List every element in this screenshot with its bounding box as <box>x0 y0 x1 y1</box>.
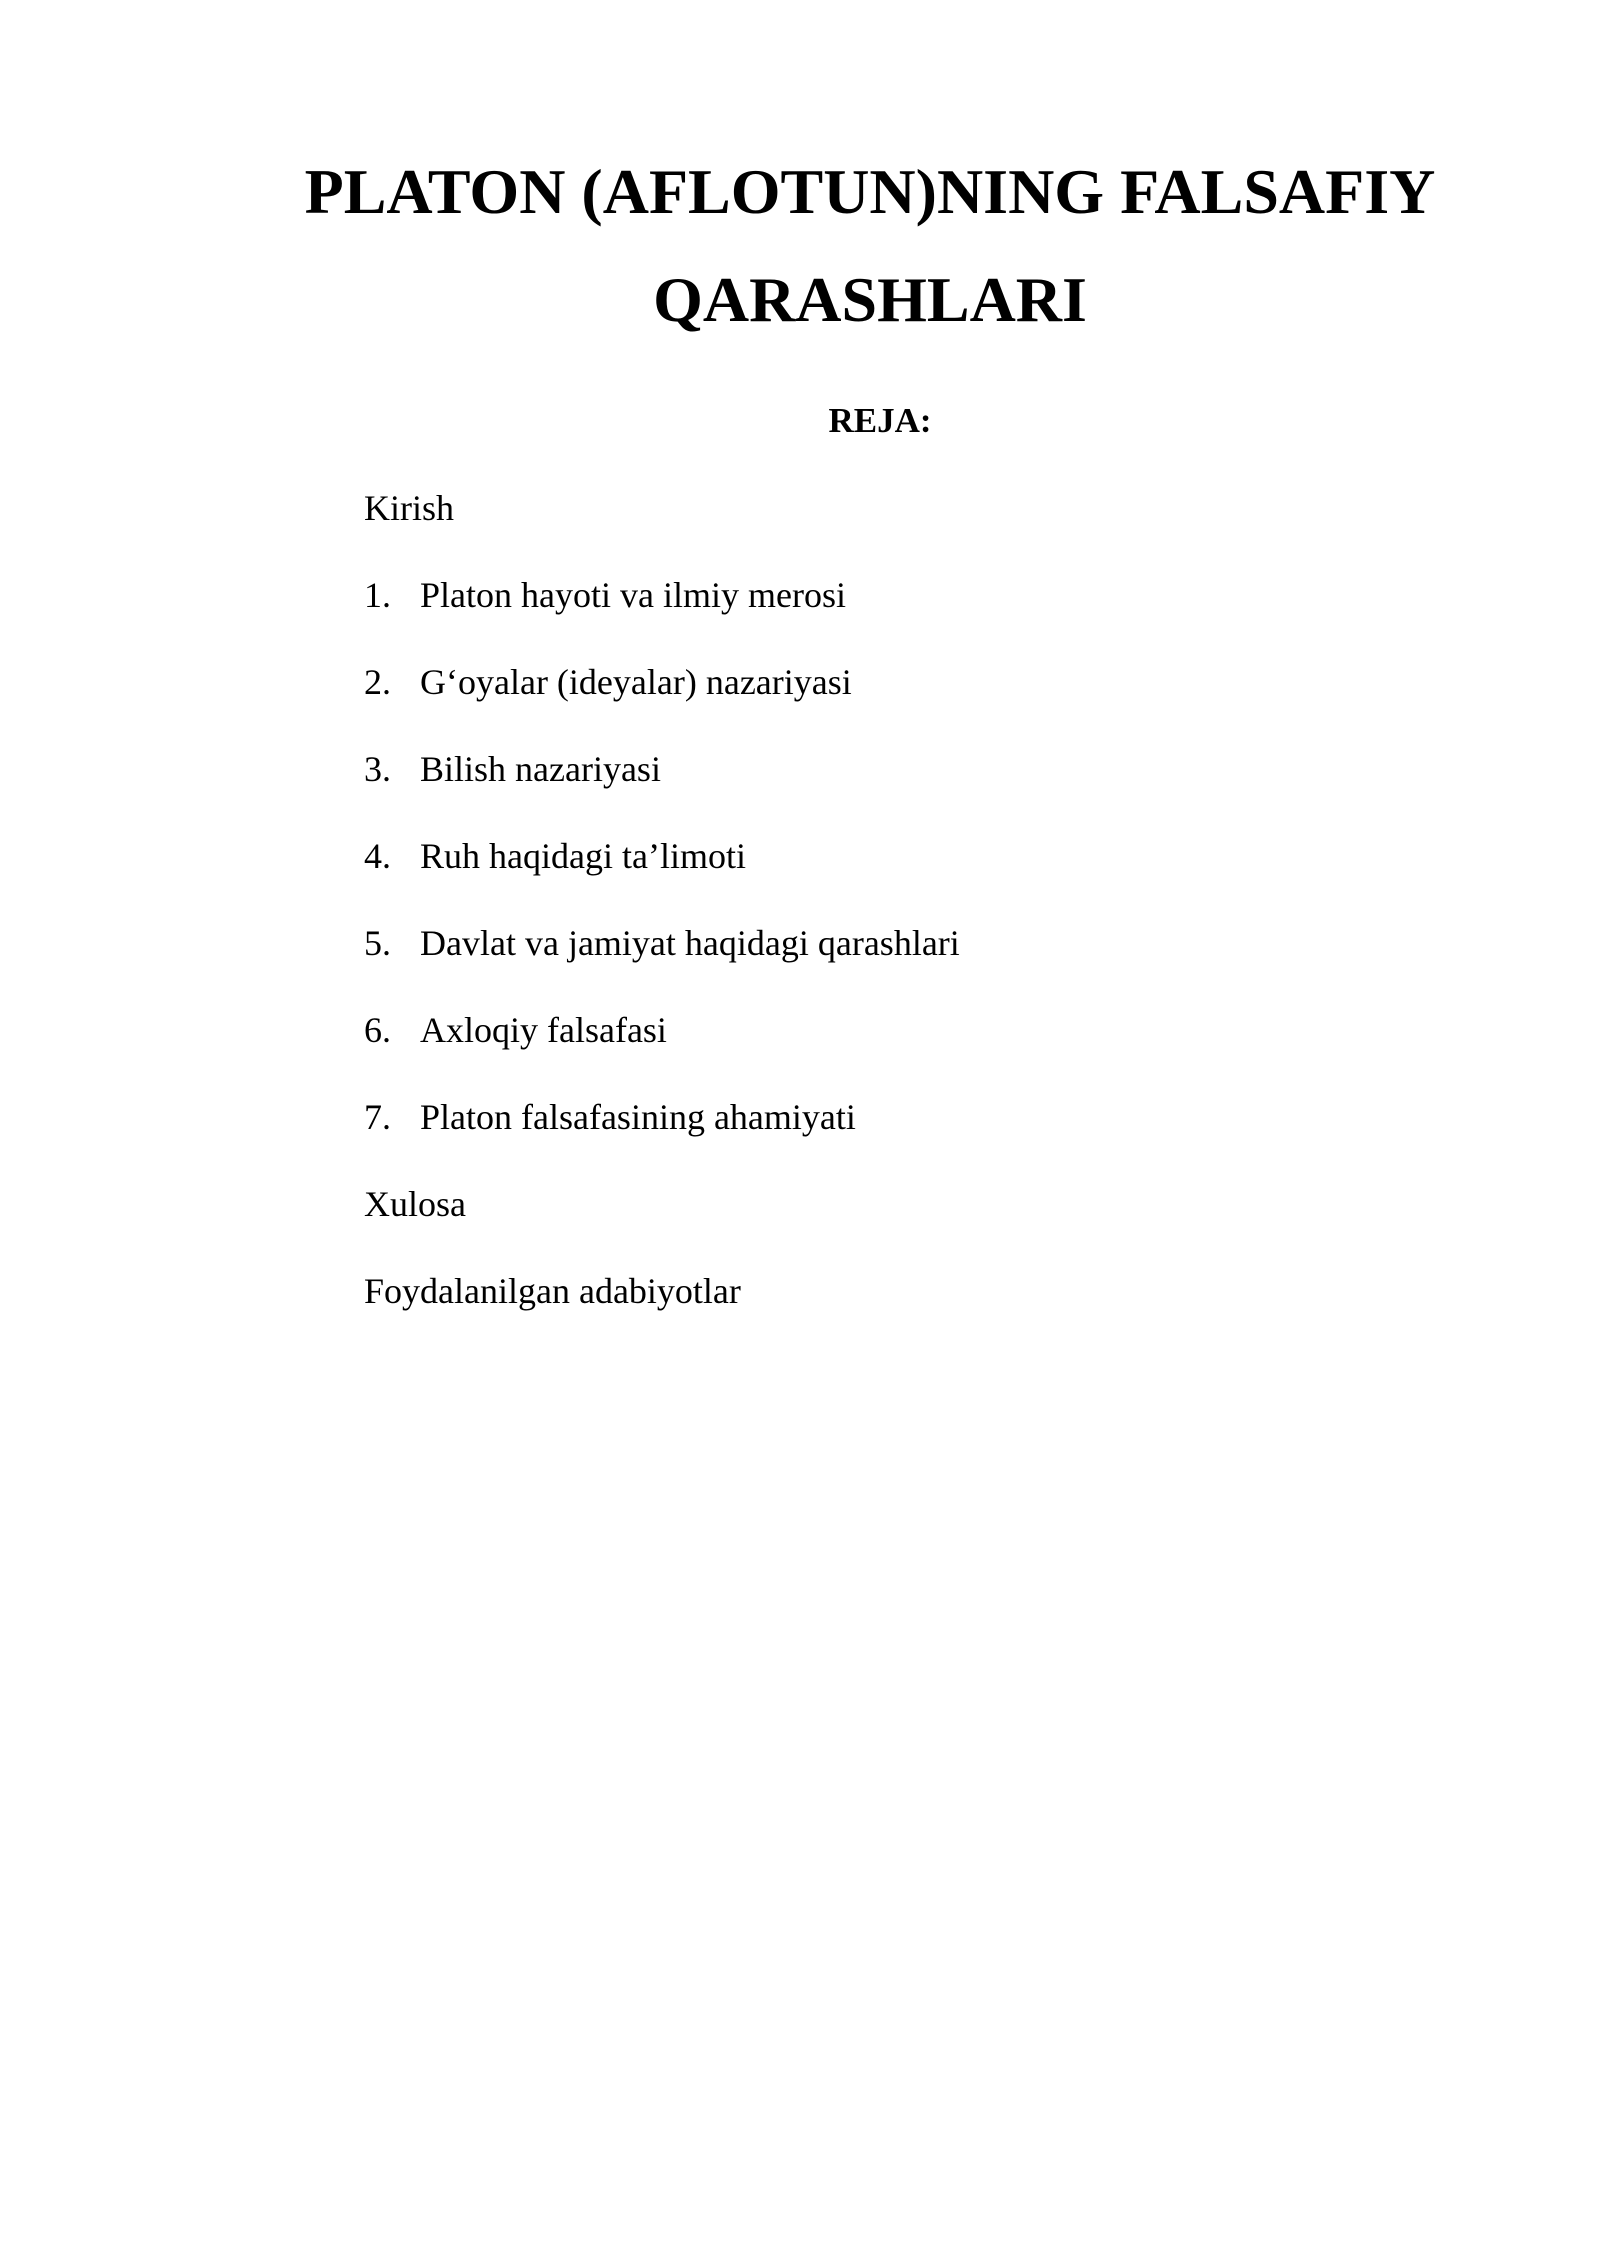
plan-item-text: Ruh haqidagi ta’limoti <box>420 836 746 876</box>
plan-item-number: 1. <box>364 575 391 615</box>
plan-item-number: 2. <box>364 662 391 702</box>
plan-conclusion: Xulosa <box>364 1184 466 1224</box>
plan-item <box>364 838 746 874</box>
plan-item-number: 5. <box>364 923 391 963</box>
plan-item-number: 7. <box>364 1097 391 1137</box>
plan-item-number: 3. <box>364 749 391 789</box>
page-title-line-2: QARASHLARI <box>653 264 1087 335</box>
plan-item-number: 6. <box>364 1010 391 1050</box>
plan-item-text: Platon hayoti va ilmiy merosi <box>420 575 846 615</box>
plan-item <box>364 664 852 700</box>
plan-item <box>364 1099 856 1135</box>
plan-heading: REJA: <box>828 401 932 440</box>
plan-item <box>364 577 846 613</box>
plan-item <box>364 925 960 961</box>
plan-intro: Kirish <box>364 488 454 528</box>
plan-item-text: Axloqiy falsafasi <box>420 1010 667 1050</box>
plan-item-number: 4. <box>364 836 391 876</box>
plan-references: Foydalanilgan adabiyotlar <box>364 1271 741 1311</box>
page-title-line-1: PLATON (AFLOTUN)NING FALSAFIY <box>304 156 1436 227</box>
plan-item-text: Bilish nazariyasi <box>420 749 661 789</box>
plan-item-text: Platon falsafasining ahamiyati <box>420 1097 856 1137</box>
plan-item <box>364 751 661 787</box>
plan-item-text: G‘oyalar (ideyalar) nazariyasi <box>420 662 852 702</box>
plan-item <box>364 1012 667 1048</box>
plan-item-text: Davlat va jamiyat haqidagi qarashlari <box>420 923 960 963</box>
